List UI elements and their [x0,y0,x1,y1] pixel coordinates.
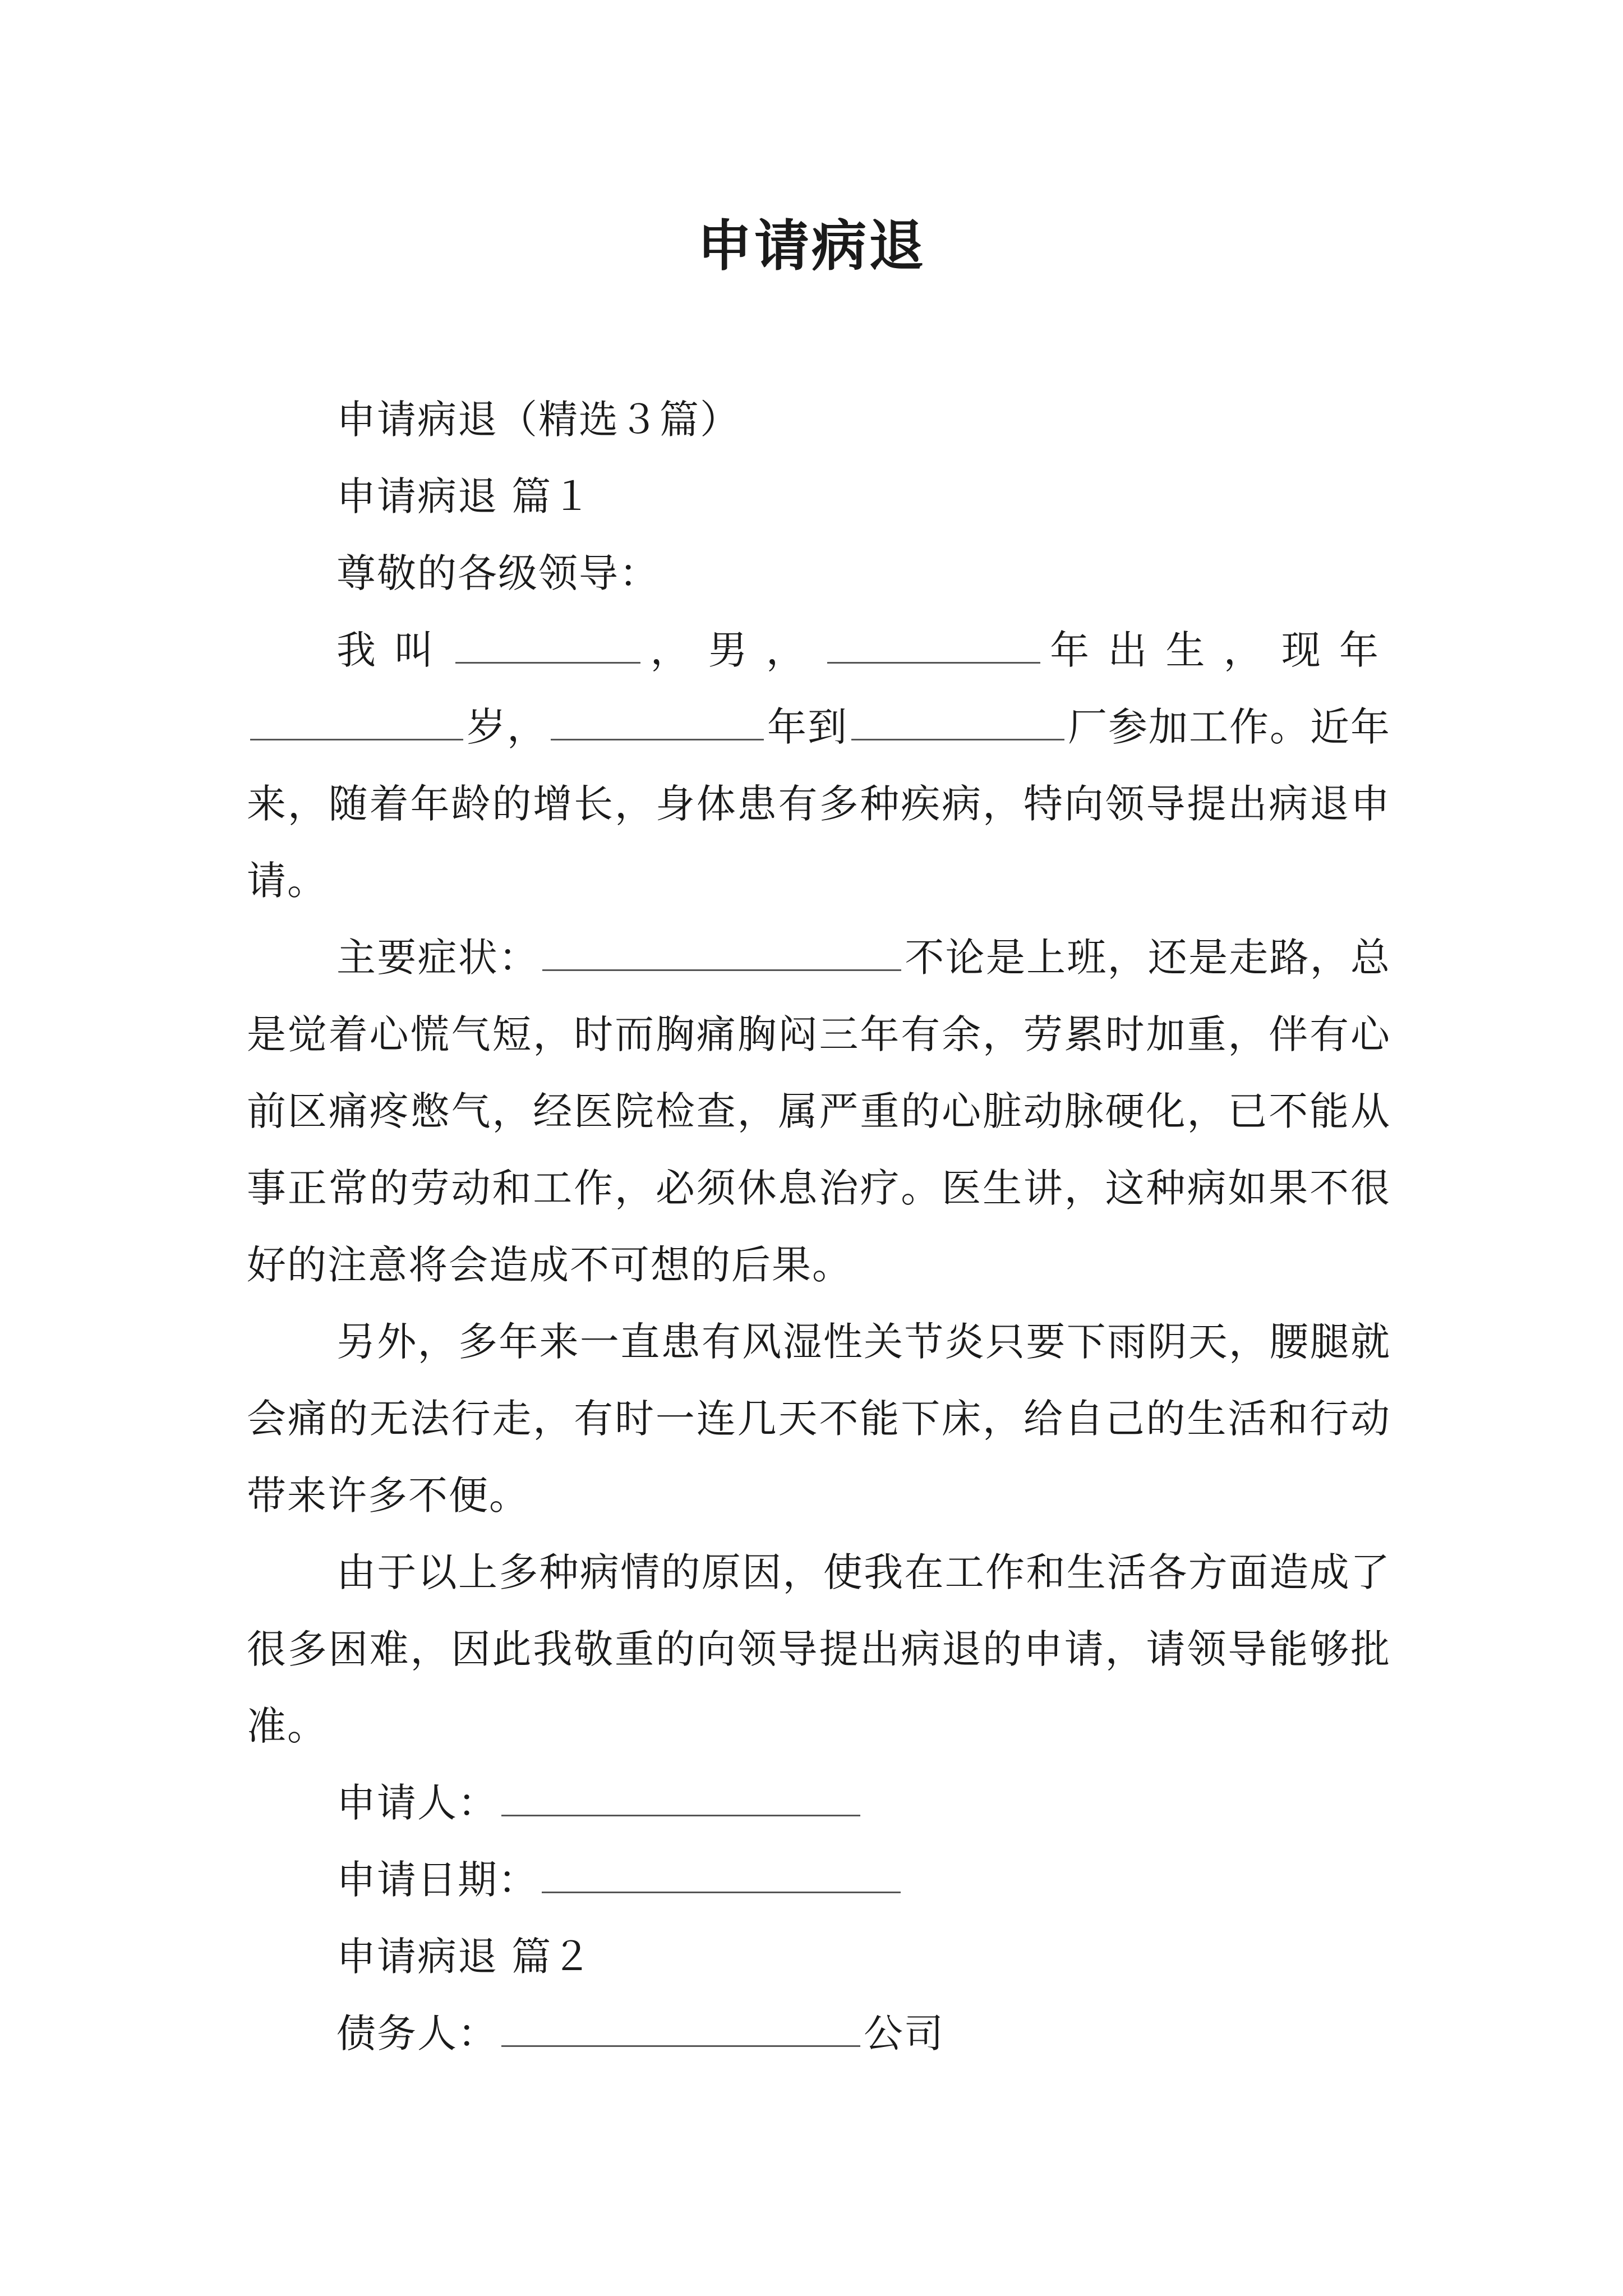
other-paragraph: 另外，多年来一直患有风湿性关节炎只要下雨阴天，腰腿就会痛的无法行走，有时一连几天不能下床，给自己的生活和行动带来许多不便。 [247,1319,1391,1519]
age-blank [250,702,463,740]
debtor-line [247,1995,1391,2072]
subtitle: 申请病退（精选３篇） [336,397,740,443]
debtor-blank [501,2008,860,2047]
debtor-suffix: 公司 [864,2010,944,2056]
intro-text-b: ，男， [644,627,824,673]
debtor-label: 债务人： [336,2010,498,2056]
date-blank [542,1855,901,1893]
birth-year-blank [827,625,1040,664]
work-year-blank [551,702,764,740]
intro-text-d: 岁， [467,704,547,750]
reason-paragraph: 由于以上多种病情的原因，使我在工作和生活各方面造成了很多困难，因此我敬重的向领导提出病退的申请，请领导能够批准。 [247,1549,1391,1749]
intro-text-e: 年到 [767,704,848,750]
symptoms-label: 主要症状： [336,935,540,981]
section-1-heading: 申请病退 篇１ [336,473,593,519]
factory-blank [851,702,1064,740]
symptoms-text: 不论是上班，还是走路，总是觉着心慌气短，时而胸痛胸闷三年有余，劳累时加重，伴有心前区痛疼憋气，经医院检查，属严重的心脏动脉硬化，已不能从事正常的劳动和工作，必须休息治疗。医生讲，这种病如果不很好的注意将会造成不可想的后果。 [247,935,1391,1288]
date-line [247,1842,1391,1918]
intro-text-c: 年出生，现年 [1044,627,1391,673]
applicant-line [247,1765,1391,1842]
applicant-blank [501,1778,860,1816]
applicant-label: 申请人： [336,1780,498,1826]
salutation: 尊敬的各级领导： [336,550,660,596]
symptoms-paragraph [247,919,1391,1304]
symptoms-blank [542,932,901,971]
name-blank [455,625,640,664]
document-title: 申请病退 [697,214,926,278]
document-body [247,381,1391,2072]
section-2-heading: 申请病退 篇２ [336,1934,593,1980]
intro-text-a: 我叫 [336,627,453,673]
intro-text-f: 厂参加工作。近年来，随着年龄的增长，身体患有多种疾病，特向领导提出病退申请。 [247,704,1391,904]
intro-paragraph [247,612,1391,919]
date-label: 申请日期： [336,1857,538,1903]
